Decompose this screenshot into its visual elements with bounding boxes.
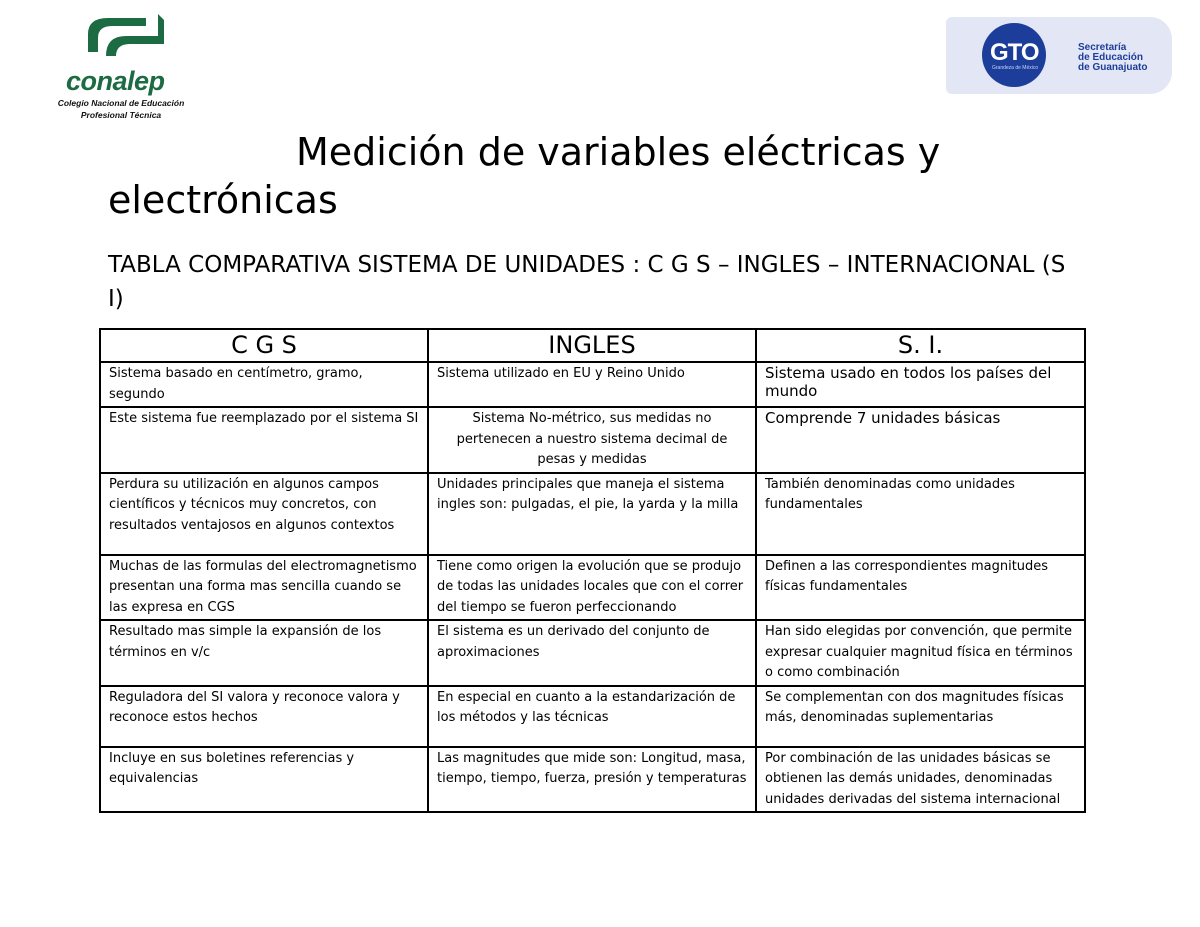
cell-ingles: Sistema utilizado en EU y Reino Unido [428,362,756,407]
cell-ingles: El sistema es un derivado del conjunto de aproximaciones [428,620,756,686]
header-cgs: C G S [100,329,428,362]
cell-cgs: Este sistema fue reemplazado por el sistema SI [100,407,428,473]
gto-tagline: Grandeza de México [992,65,1039,71]
cell-ingles: Unidades principales que maneja el sistema ingles son: pulgadas, el pie, la yarda y la milla [428,473,756,555]
cell-ingles: Las magnitudes que mide son: Longitud, masa, tiempo, tiempo, fuerza, presión y temperaturas [428,747,756,813]
table-header-row [100,329,1085,362]
gto-line3: de Guanajuato [1078,62,1148,73]
gto-wordmark: GTO [990,39,1039,66]
cell-ingles: En especial en cuanto a la estandarización de los métodos y las técnicas [428,686,756,747]
cell-ingles: Sistema No-métrico, sus medidas no pertenecen a nuestro sistema decimal de pesas y medidas [428,407,756,473]
cell-si: Comprende 7 unidades básicas [756,407,1085,473]
conalep-wordmark: conalep [66,66,165,96]
gto-line1: Secretaría [1078,42,1127,53]
cell-si: Han sido elegidas por convención, que permite expresar cualquier magnitud física en términos o como combinación [756,620,1085,686]
conalep-emblem-icon [46,12,206,72]
table-row [100,686,1085,747]
cell-cgs: Incluye en sus boletines referencias y equivalencias [100,747,428,813]
cell-cgs: Perdura su utilización en algunos campos científicos y técnicos muy concretos, con resultados ventajosos en algunos contextos [100,473,428,555]
cell-cgs: Reguladora del SI valora y reconoce valora y reconoce estos hechos [100,686,428,747]
header-si: S. I. [756,329,1085,362]
conalep-subtitle-line2: Profesional Técnica [80,110,162,120]
gto-line2: de Educación [1078,52,1144,63]
cell-cgs: Muchas de las formulas del electromagnetismo presentan una forma mas sencilla cuando se las expresa en CGS [100,555,428,621]
page-title: Medición de variables eléctricas y electrónicas [108,130,941,222]
header-ingles: INGLES [428,329,756,362]
conalep-logo [46,12,206,124]
gto-logo [946,17,1172,94]
table-row [100,620,1085,686]
cell-cgs: Sistema basado en centímetro, gramo, segundo [100,362,428,407]
cell-si: Sistema usado en todos los países del mundo [756,362,1085,407]
cell-si: Definen a las correspondientes magnitudes físicas fundamentales [756,555,1085,621]
cell-cgs: Resultado mas simple la expansión de los términos en v/c [100,620,428,686]
cell-si: También denominadas como unidades fundamentales [756,473,1085,555]
table-row [100,555,1085,621]
conalep-subtitle-line1: Colegio Nacional de Educación [57,98,185,108]
cell-ingles: Tiene como origen la evolución que se produjo de todas las unidades locales que con el correr del tiempo se fueron perfeccionando [428,555,756,621]
table-row [100,362,1085,407]
table-row [100,747,1085,813]
table-row [100,473,1085,555]
cell-si: Por combinación de las unidades básicas se obtienen las demás unidades, denominadas unidades derivadas del sistema internacional [756,747,1085,813]
page-subtitle: TABLA COMPARATIVA SISTEMA DE UNIDADES : C G S – INGLES – INTERNACIONAL (S I) [108,252,1066,312]
cell-si: Se complementan con dos magnitudes físicas más, denominadas suplementarias [756,686,1085,747]
comparison-table [99,328,1086,813]
gto-secretaria-text [1078,43,1147,73]
table-row [100,407,1085,473]
